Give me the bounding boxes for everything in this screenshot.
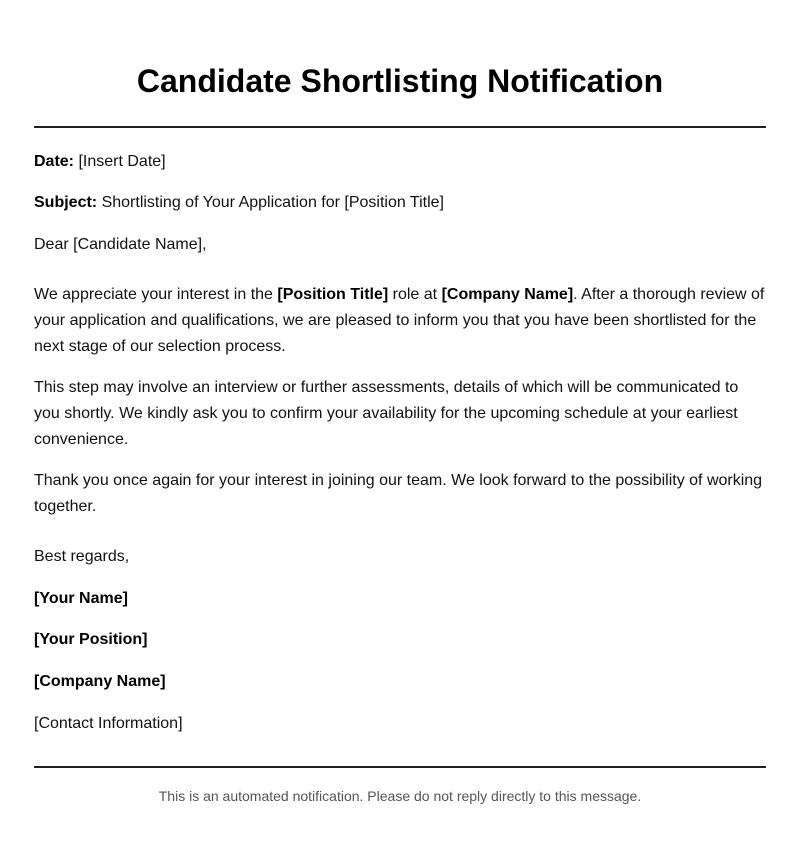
signature-company — [34, 669, 774, 695]
body-paragraph-3: Thank you once again for your interest in joining our team. We look forward to the possibility of working together. — [34, 472, 763, 515]
subject-value: Shortlisting of Your Application for [Position Title] — [101, 194, 444, 211]
company-name-placeholder: [Company Name] — [441, 286, 574, 303]
subject-line — [34, 190, 774, 216]
header-divider — [34, 126, 766, 128]
body-paragraph-2: This step may involve an interview or further assessments, details of which will be communicated to you shortly. We kindly ask you to confirm your availability for the upcoming schedule at your earliest convenience. — [34, 379, 739, 448]
position-title-placeholder: [Position Title] — [277, 286, 389, 303]
subject-label: Subject: — [34, 194, 98, 211]
closing: Best regards, — [34, 548, 130, 565]
paragraph1-text-b: role at — [388, 286, 442, 303]
footer-note: This is an automated notification. Please do not reply directly to this message. — [158, 788, 642, 804]
date-line — [34, 149, 774, 175]
greeting: Dear [Candidate Name], — [34, 236, 207, 253]
date-label: Date: — [34, 153, 75, 170]
signature-company-text: [Company Name] — [34, 673, 166, 690]
signature-contact: [Contact Information] — [34, 715, 183, 732]
body-paragraph-1 — [34, 282, 768, 360]
signature-name — [34, 586, 774, 612]
date-value: [Insert Date] — [78, 153, 166, 170]
signature-name-text: [Your Name] — [34, 590, 128, 607]
signature-position-text: [Your Position] — [34, 631, 148, 648]
footer-divider — [34, 766, 766, 768]
paragraph1-text-a: We appreciate your interest in the — [34, 286, 278, 303]
paragraph1-text-c: . After a thorough review of your application and qualifications, we are pleased to inform you that you have been shortlisted for the next stage of our selection process. — [34, 286, 765, 355]
page-title: Candidate Shortlisting Notification — [136, 63, 664, 99]
signature-position — [34, 627, 774, 653]
